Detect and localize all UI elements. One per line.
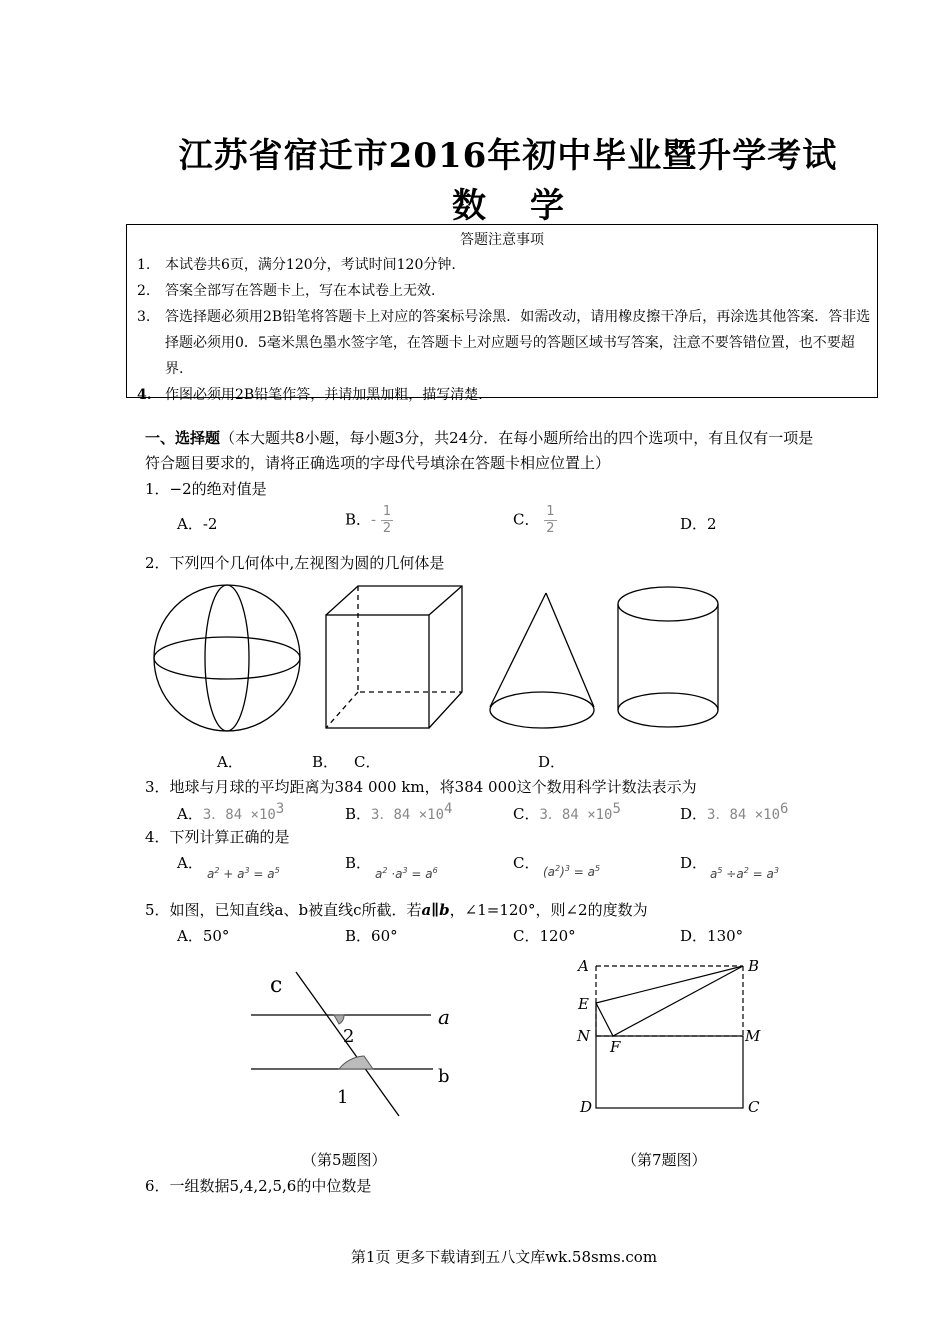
expr-part: = a bbox=[569, 865, 595, 879]
expr-part: a bbox=[375, 867, 383, 881]
q2-label-b: B． bbox=[312, 753, 339, 771]
notice-num: 3. bbox=[137, 309, 151, 325]
q1-option-b bbox=[345, 504, 393, 537]
exponent: 6 bbox=[432, 866, 438, 875]
label-C: C bbox=[748, 1098, 760, 1116]
q5-option-a: A．50° bbox=[177, 927, 230, 945]
label-F: F bbox=[610, 1038, 621, 1056]
label-c: c bbox=[270, 973, 283, 998]
label-E: E bbox=[578, 995, 589, 1013]
stem-part: 5．如图，已知直线a、b被直线c所截．若 bbox=[145, 901, 422, 919]
option-label: B． bbox=[345, 510, 372, 529]
q5-option-d: D．130° bbox=[680, 927, 744, 945]
q3-option-b bbox=[345, 801, 452, 824]
denominator: 2 bbox=[382, 521, 392, 536]
label-a: a bbox=[438, 1005, 450, 1029]
notice-num: 4. bbox=[137, 387, 152, 403]
exponent: 3 bbox=[275, 801, 285, 817]
angle-2-arc bbox=[334, 1015, 344, 1024]
notice-item bbox=[127, 382, 877, 408]
q1-stem: 1．−2的绝对值是 bbox=[145, 480, 267, 498]
notice-text: 作图必须用2B铅笔作答，并请加黑加粗，描写清楚. bbox=[165, 387, 483, 403]
q4-expr-a bbox=[207, 866, 280, 881]
figure-7-caption: （第7题图） bbox=[622, 1151, 707, 1169]
q4-label-b: B． bbox=[345, 854, 372, 872]
sphere-meridian bbox=[205, 585, 249, 731]
notice-heading: 答题注意事项 bbox=[460, 232, 544, 248]
notice-item bbox=[127, 252, 877, 278]
section-label: 一、选择题 bbox=[145, 429, 221, 447]
label-1: 1 bbox=[337, 1087, 349, 1108]
fraction bbox=[544, 504, 556, 537]
label-M: M bbox=[745, 1027, 761, 1045]
sphere-equator bbox=[154, 637, 300, 679]
notice-num: 2. bbox=[137, 283, 151, 299]
expr-part: a bbox=[710, 867, 718, 881]
subject-char: 数 bbox=[452, 186, 486, 226]
exponent: 3 bbox=[773, 866, 779, 875]
q3-option-c bbox=[513, 801, 621, 824]
option-label: C． bbox=[513, 805, 540, 823]
q1-option-d: D．2 bbox=[680, 515, 717, 533]
expr-part: ÷a bbox=[722, 867, 744, 881]
exponent: 2 bbox=[382, 866, 388, 875]
q2-label-c: C． bbox=[354, 753, 381, 771]
notice-num: 1. bbox=[137, 257, 151, 273]
angle-1-arc bbox=[339, 1056, 373, 1069]
q3-option-d bbox=[680, 801, 788, 824]
option-value: 3．84 ×10 bbox=[202, 807, 276, 823]
q2-solids bbox=[145, 580, 745, 740]
page-footer: 第1页 更多下载请到五八文库wk.58sms.com bbox=[350, 1248, 658, 1266]
exponent: 2 bbox=[555, 864, 561, 873]
option-label: A． bbox=[177, 805, 203, 823]
label-A: A bbox=[578, 957, 589, 975]
section-desc: （本大题共8小题，每小题3分，共24分．在每小题所给出的四个选项中，有且仅有一项是 bbox=[220, 429, 814, 447]
exponent: 2 bbox=[214, 866, 220, 875]
notice-text: 本试卷共6页，满分120分，考试时间120分钟. bbox=[165, 257, 456, 273]
exponent: 5 bbox=[612, 801, 621, 817]
label-N: N bbox=[577, 1027, 591, 1045]
expr-part: = a bbox=[249, 867, 275, 881]
option-value: 3．84 ×10 bbox=[371, 807, 445, 823]
notice-text: 答选择题必须用2B铅笔将答题卡上对应的答案标号涂黑．如需改动，请用橡皮擦干净后，再涂选其他答案．答非选择题必须用0．5毫米黑色墨水签字笔，在答题卡上对应题号的答题区域书写答案，注意不要答错位置，也不要超界. bbox=[165, 309, 871, 377]
q1-option-c bbox=[513, 504, 557, 537]
q3-stem: 3．地球与月球的平均距离为384 000 km，将384 000这个数用科学计数法表示为 bbox=[145, 778, 697, 796]
q5-stem bbox=[145, 899, 648, 920]
q4-expr-c bbox=[543, 864, 600, 879]
notice-list bbox=[127, 252, 877, 408]
fraction bbox=[381, 504, 393, 537]
q4-expr-d bbox=[710, 866, 779, 881]
parallel-expr: a∥b bbox=[421, 901, 450, 919]
option-label: C． bbox=[513, 510, 540, 529]
exam-title: 江苏省宿迁市2016年初中毕业暨升学考试 bbox=[178, 136, 838, 176]
option-value: 3．84 ×10 bbox=[539, 807, 613, 823]
q3-option-a bbox=[177, 801, 284, 824]
notice-item bbox=[127, 278, 877, 304]
option-label: D． bbox=[680, 805, 708, 823]
stem-part: ，∠1=120°，则∠2的度数为 bbox=[449, 901, 648, 919]
q4-label-d: D． bbox=[680, 854, 708, 872]
triangle-ebf bbox=[596, 966, 743, 1036]
expr-part: (a bbox=[543, 865, 556, 879]
sphere bbox=[154, 585, 300, 731]
notice-text: 答案全部写在答题卡上，写在本试卷上无效. bbox=[165, 283, 436, 299]
cube bbox=[326, 586, 462, 728]
q4-label-c: C． bbox=[513, 854, 540, 872]
label-D: D bbox=[580, 1098, 593, 1116]
exponent: 2 bbox=[743, 866, 749, 875]
cylinder bbox=[618, 587, 718, 727]
exponent: 5 bbox=[274, 866, 280, 875]
exponent: 5 bbox=[717, 866, 723, 875]
expr-part: ) bbox=[560, 865, 565, 879]
q2-label-a: A． bbox=[217, 753, 243, 771]
exponent: 6 bbox=[780, 801, 789, 817]
q4-stem: 4．下列计算正确的是 bbox=[145, 828, 290, 846]
exponent: 3 bbox=[564, 864, 570, 873]
section-intro bbox=[145, 427, 813, 448]
figure-7 bbox=[570, 955, 800, 1125]
exponent: 3 bbox=[402, 866, 408, 875]
numerator: 1 bbox=[382, 504, 392, 519]
option-label: B． bbox=[345, 805, 372, 823]
label-B: B bbox=[748, 957, 760, 975]
q5-option-c: C．120° bbox=[513, 927, 576, 945]
exponent: 3 bbox=[244, 866, 250, 875]
notice-box bbox=[126, 224, 878, 403]
q2-label-d: D． bbox=[538, 753, 566, 771]
cone bbox=[490, 593, 594, 728]
label-2: 2 bbox=[343, 1026, 355, 1047]
subject-title bbox=[0, 178, 950, 227]
q4-expr-b bbox=[375, 866, 438, 881]
minus-sign: - bbox=[371, 510, 377, 529]
notice-item bbox=[127, 304, 877, 382]
q5-option-b: B．60° bbox=[345, 927, 398, 945]
q2-stem: 2．下列四个几何体中,左视图为圆的几何体是 bbox=[145, 554, 445, 572]
expr-part: = a bbox=[407, 867, 433, 881]
numerator: 1 bbox=[546, 504, 555, 519]
expr-part: ·a bbox=[387, 867, 403, 881]
section-desc-2: 符合题目要求的，请将正确选项的字母代号填涂在答题卡相应位置上） bbox=[145, 454, 611, 472]
figure-5 bbox=[240, 960, 480, 1125]
figure-5-caption: （第5题图） bbox=[302, 1151, 387, 1169]
q6-stem: 6．一组数据5,4,2,5,6的中位数是 bbox=[145, 1177, 372, 1195]
option-value: 3．84 ×10 bbox=[707, 807, 781, 823]
expr-part: + a bbox=[219, 867, 245, 881]
q4-label-a: A． bbox=[177, 854, 203, 872]
exponent: 4 bbox=[444, 801, 453, 817]
subject-char: 学 bbox=[530, 186, 564, 226]
expr-part: a bbox=[207, 867, 215, 881]
exponent: 5 bbox=[594, 864, 601, 873]
denominator: 2 bbox=[546, 521, 555, 536]
label-b: b bbox=[438, 1066, 450, 1087]
expr-part: = a bbox=[748, 867, 774, 881]
q1-option-a: A．-2 bbox=[177, 515, 218, 533]
